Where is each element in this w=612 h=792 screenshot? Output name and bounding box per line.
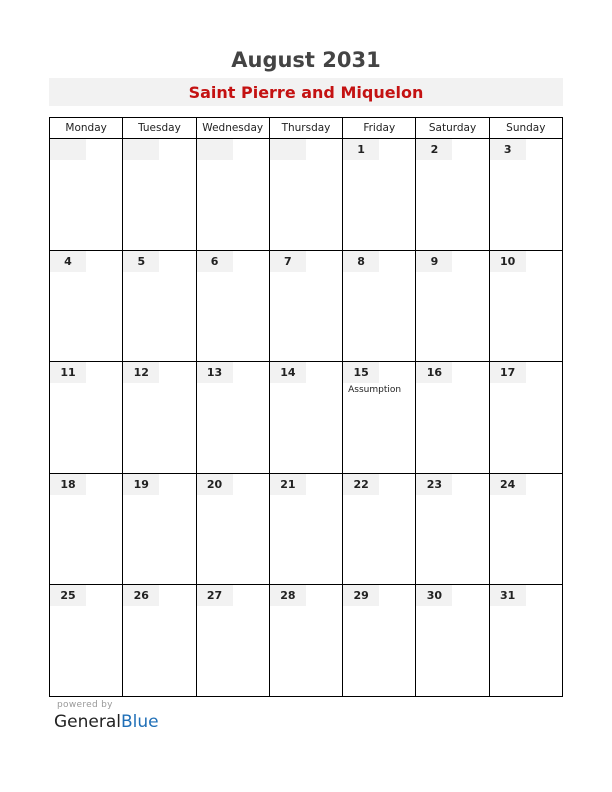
day-cell [343,585,416,696]
day-number: 3 [490,139,526,160]
day-cell [270,362,343,473]
week-row [50,585,562,696]
day-number: 25 [50,585,86,606]
day-number: 1 [343,139,379,160]
day-number: 17 [490,362,526,383]
day-cell [50,139,123,250]
week-row [50,362,562,474]
weekday-header-row [50,118,562,139]
day-number: 31 [490,585,526,606]
day-number: 21 [270,474,306,495]
day-number: 15 [343,362,379,383]
day-cell [270,139,343,250]
calendar-grid [49,117,563,697]
country-name: Saint Pierre and Miquelon [188,83,424,102]
day-number: 28 [270,585,306,606]
day-number: 5 [123,251,159,272]
day-cell [123,362,196,473]
day-cell [416,585,489,696]
day-cell [197,474,270,585]
day-number: 11 [50,362,86,383]
day-number: 6 [197,251,233,272]
day-number: 8 [343,251,379,272]
holiday-label: Assumption [348,385,402,396]
day-cell [416,362,489,473]
weekday-wednesday: Wednesday [197,118,270,138]
week-row [50,251,562,363]
day-cell [270,251,343,362]
day-number: 24 [490,474,526,495]
day-number: 26 [123,585,159,606]
day-cell [490,585,562,696]
day-number [197,139,233,160]
day-number: 22 [343,474,379,495]
day-cell [197,585,270,696]
day-number: 27 [197,585,233,606]
day-cell [50,585,123,696]
weekday-sunday: Sunday [506,122,546,134]
day-number: 20 [197,474,233,495]
weekday-tuesday: Tuesday [123,118,196,138]
page-title: August 2031 [231,48,381,72]
day-number: 16 [416,362,452,383]
week-row [50,474,562,586]
day-cell [123,139,196,250]
day-number [270,139,306,160]
day-number: 18 [50,474,86,495]
day-cell [50,251,123,362]
brand-name-part1: General [54,712,121,732]
day-cell [416,251,489,362]
country-banner [49,78,563,106]
day-number: 29 [343,585,379,606]
brand-name-part2: Blue [121,712,159,732]
brand-logo[interactable] [54,712,159,732]
day-number: 14 [270,362,306,383]
day-cell [416,474,489,585]
day-cell [123,251,196,362]
day-cell [270,474,343,585]
day-cell [50,474,123,585]
weekday-saturday: Saturday [416,118,489,138]
week-row [50,139,562,251]
day-cell-holiday [343,362,416,473]
day-number: 4 [50,251,86,272]
day-cell [490,139,562,250]
day-cell [490,474,562,585]
day-number: 9 [416,251,452,272]
weekday-friday: Friday [343,118,416,138]
powered-by-label: powered by [57,700,113,710]
day-cell [197,139,270,250]
day-number: 10 [490,251,526,272]
day-number: 13 [197,362,233,383]
day-cell [343,474,416,585]
day-number: 23 [416,474,452,495]
weekday-monday: Monday [50,118,123,138]
day-cell [197,251,270,362]
day-cell [416,139,489,250]
day-cell [50,362,123,473]
day-number: 19 [123,474,159,495]
day-cell [197,362,270,473]
day-number: 2 [416,139,452,160]
day-cell [270,585,343,696]
day-cell [343,251,416,362]
day-number: 12 [123,362,159,383]
day-number: 7 [270,251,306,272]
day-number [123,139,159,160]
day-cell [490,251,562,362]
weekday-thursday: Thursday [270,118,343,138]
day-cell [123,474,196,585]
day-number [50,139,86,160]
day-cell [490,362,562,473]
day-cell [343,139,416,250]
day-number: 30 [416,585,452,606]
day-cell [123,585,196,696]
